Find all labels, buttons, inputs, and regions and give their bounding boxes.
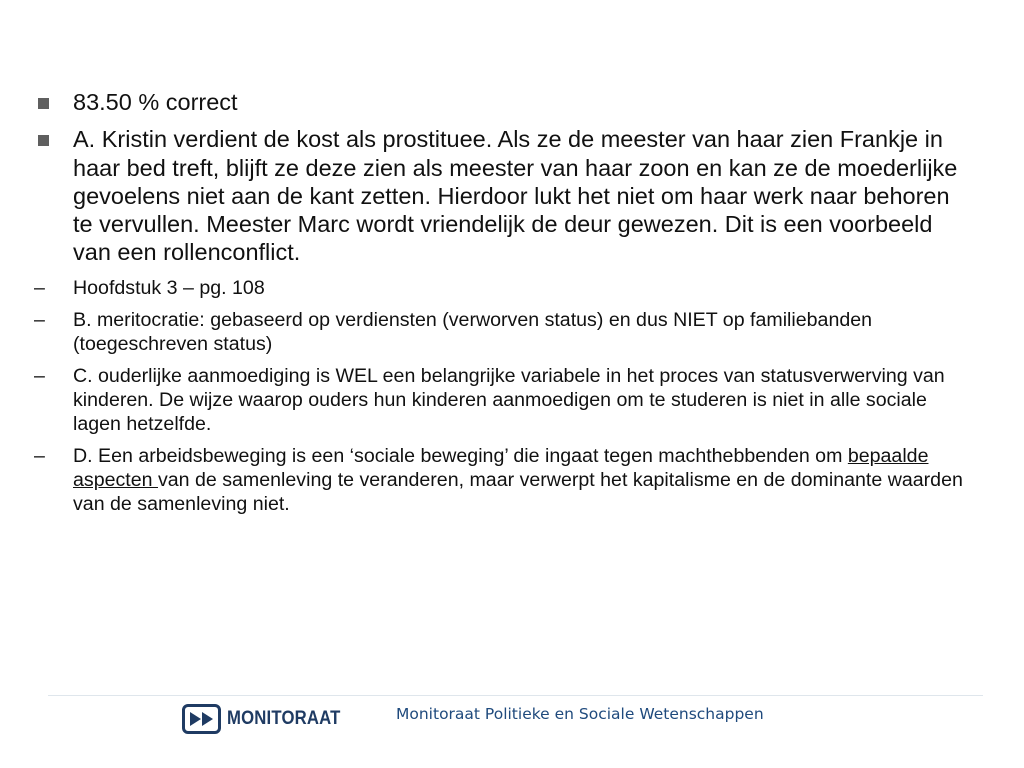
bullet-score — [34, 88, 974, 116]
monitoraat-logo — [182, 701, 356, 737]
sub-item-text: Hoofdstuk 3 – pg. 108 — [73, 276, 265, 299]
square-bullet-icon — [38, 135, 49, 146]
sub-item-answer-b — [34, 308, 974, 356]
footer-text: Monitoraat Politieke en Sociale Wetenschappen — [396, 705, 764, 723]
bullet-answer-a — [34, 125, 974, 266]
footer-divider — [48, 695, 983, 696]
sub-item-text-before: D. Een arbeidsbeweging is een ‘sociale beweging’ die ingaat tegen machthebbenden om — [73, 444, 848, 467]
slide-content — [34, 88, 974, 524]
dash-bullet: – — [34, 364, 45, 387]
sub-item-chapter-ref — [34, 276, 974, 300]
sub-item-text-after: van de samenleving te veranderen, maar verwerpt het kapitalisme en de dominante waarden van de samenleving niet. — [73, 468, 963, 515]
square-bullet-icon — [38, 98, 49, 109]
sub-item-answer-c — [34, 364, 974, 436]
bullet-text: A. Kristin verdient de kost als prostituee. Als ze de meester van haar zien Frankje in haar bed treft, blijft ze deze zien als meester van haar zoon en kan ze de moederlijke gevoelens niet aan de kant zetten. Hierdoor lukt het niet om haar werk naar behoren te vervullen. Meester Marc wordt vriendelijk de deur gewezen. Dit is een voorbeeld van een rollenconflict. — [73, 126, 958, 266]
sub-item-answer-d — [34, 444, 974, 516]
dash-bullet: – — [34, 444, 45, 467]
bullet-text: 83.50 % correct — [73, 89, 238, 115]
sub-item-text: C. ouderlijke aanmoediging is WEL een belangrijke variabele in het proces van statusverwerving van kinderen. De wijze waarop ouders hun kinderen aanmoedigen om te studeren is niet in alle sociale lagen hetzelfde. — [73, 364, 945, 435]
sub-item-text: B. meritocratie: gebaseerd op verdiensten (verworven status) en dus NIET op familiebanden (toegeschreven status) — [73, 308, 873, 355]
fast-forward-icon — [182, 704, 221, 734]
sub-item-underlined-text: bepaalde aspecten — [73, 444, 929, 491]
dash-bullet: – — [34, 308, 45, 331]
dash-bullet: – — [34, 276, 45, 299]
logo-text: MONITORAAT — [227, 708, 341, 729]
